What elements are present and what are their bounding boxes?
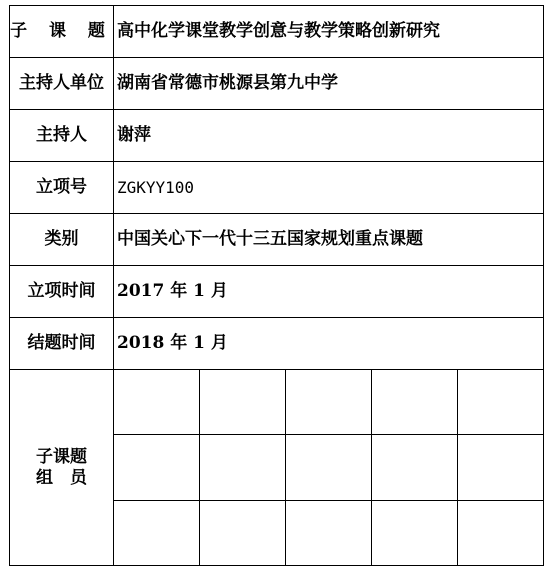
- member-cell: [286, 370, 372, 435]
- row-host: [10, 110, 544, 162]
- row-category: [10, 214, 544, 266]
- members-label-line1: 子课题: [36, 447, 87, 468]
- member-cell: [114, 500, 200, 565]
- members-grid-cell: [114, 370, 544, 566]
- members-label-line2: 组 员: [36, 467, 87, 488]
- member-cell: [457, 500, 543, 565]
- member-cell: [371, 500, 457, 565]
- members-grid-row: [114, 435, 543, 500]
- subproject-label: 子 课 题: [10, 6, 114, 58]
- start-date-label: 立项时间: [10, 266, 114, 318]
- host-unit-value: 湖南省常德市桃源县第九中学: [114, 58, 544, 110]
- member-cell: [371, 435, 457, 500]
- members-grid-row: [114, 370, 543, 435]
- row-project-number: [10, 162, 544, 214]
- member-cell: [286, 435, 372, 500]
- end-date-label: 结题时间: [10, 318, 114, 370]
- member-cell: [200, 500, 286, 565]
- row-host-unit: [10, 58, 544, 110]
- project-number-value: ZGKYY100: [114, 162, 544, 214]
- row-start-date: [10, 266, 544, 318]
- members-grid-row: [114, 500, 543, 565]
- row-subproject: [10, 6, 544, 58]
- project-number-label: 立项号: [10, 162, 114, 214]
- host-label: 主持人: [10, 110, 114, 162]
- members-label: [10, 370, 114, 566]
- row-members: [10, 370, 544, 566]
- members-grid: [114, 370, 543, 565]
- category-value: 中国关心下一代十三五国家规划重点课题: [114, 214, 544, 266]
- member-cell: [200, 435, 286, 500]
- project-info-table: [9, 5, 544, 566]
- end-date-value: 2018 年 1 月: [114, 318, 544, 370]
- member-cell: [114, 435, 200, 500]
- category-label: 类别: [10, 214, 114, 266]
- host-unit-label: 主持人单位: [10, 58, 114, 110]
- member-cell: [114, 370, 200, 435]
- member-cell: [457, 435, 543, 500]
- host-value: 谢萍: [114, 110, 544, 162]
- member-cell: [457, 370, 543, 435]
- member-cell: [371, 370, 457, 435]
- start-date-value: 2017 年 1 月: [114, 266, 544, 318]
- row-end-date: [10, 318, 544, 370]
- subproject-value: 高中化学课堂教学创意与教学策略创新研究: [114, 6, 544, 58]
- member-cell: [200, 370, 286, 435]
- member-cell: [286, 500, 372, 565]
